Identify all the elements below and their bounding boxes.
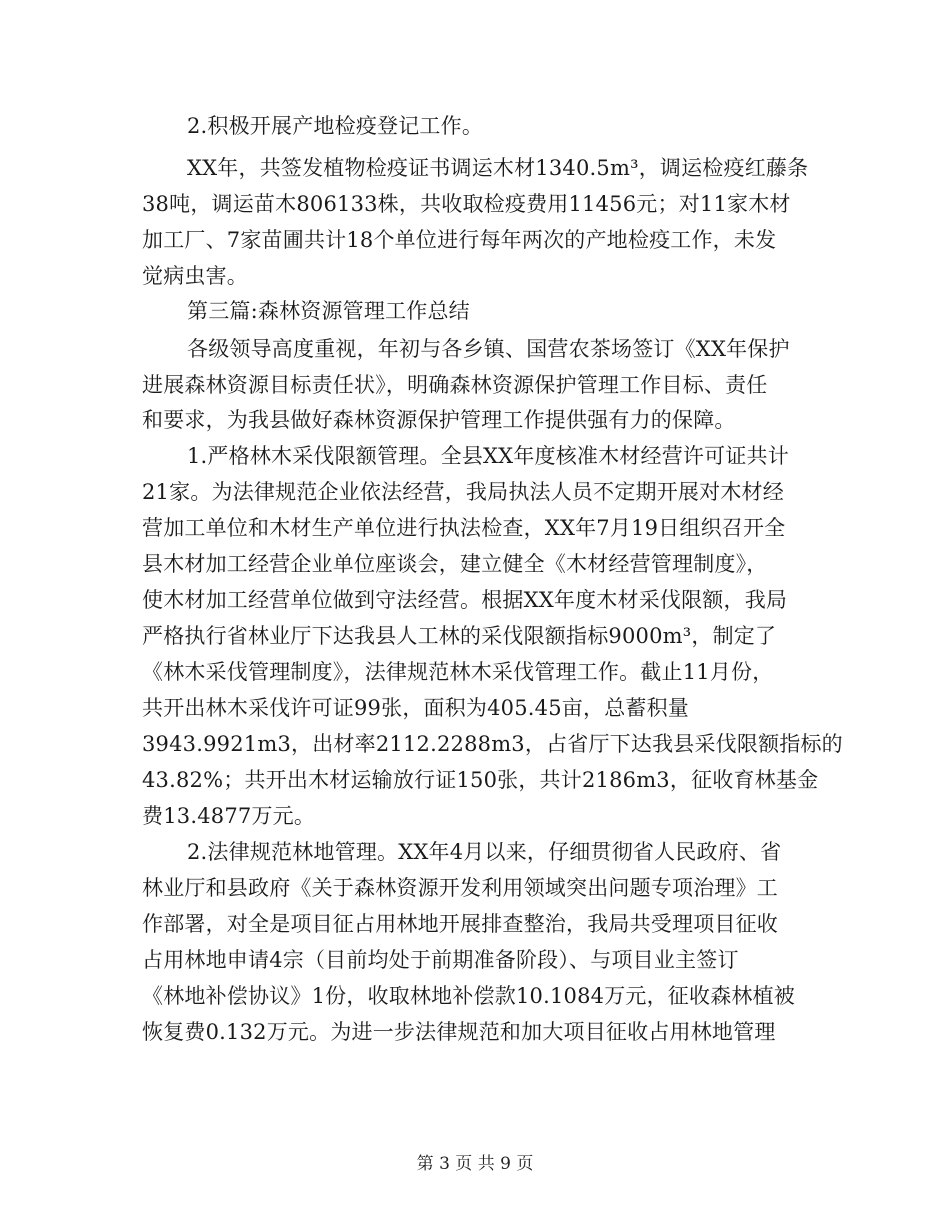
text-line: 进展森林资源目标责任状》，明确森林资源保护管理工作目标、责任 xyxy=(142,373,768,397)
text-line: 林业厅和县政府《关于森林资源开发利用领域突出问题专项治理》工 xyxy=(142,876,778,900)
text-line: 共开出林木采伐许可证99张，面积为405.45亩，总蓄积量 xyxy=(142,696,689,720)
page-number-footer: 第 3 页 共 9 页 xyxy=(416,1154,534,1174)
text-line: 作部署，对全是项目征占用林地开展排查整治，我局共受理项目征收 xyxy=(142,912,778,936)
text-line: 《林地补偿协议》1份，收取林地补偿款10.1084万元，征收森林植被 xyxy=(142,984,795,1008)
text-line: 21家。为法律规范企业依法经营，我局执法人员不定期开展对木材经 xyxy=(142,480,784,504)
text-line: 38吨，调运苗木806133株，共收取检疫费用11456元；对11家木材 xyxy=(142,192,791,216)
text-line: 营加工单位和木材生产单位进行执法检查，XX年7月19日组织召开全 xyxy=(142,516,786,540)
text-line: 各级领导高度重视，年初与各乡镇、国营农茶场签订《XX年保护 xyxy=(187,337,790,361)
text-line: 43.82%；共开出木材运输放行证150张，共计2186m3，征收育林基金 xyxy=(142,768,819,792)
text-line: 加工厂、7家苗圃共计18个单位进行每年两次的产地检疫工作，未发 xyxy=(142,228,777,252)
text-line: 费13.4877万元。 xyxy=(142,804,316,828)
text-line: 3943.9921m3，出材率2112.2288m3，占省厅下达我县采伐限额指标的 xyxy=(142,732,843,756)
paragraph-heading-harvest: 1.严格林木采伐限额管理。全县XX年度核准木材经营许可证共计 xyxy=(187,444,789,468)
paragraph-heading-forestland: 2.法律规范林地管理。XX年4月以来，仔细贯彻省人民政府、省 xyxy=(187,840,782,864)
section-title: 第三篇:森林资源管理工作总结 xyxy=(187,299,470,323)
text-line: 觉病虫害。 xyxy=(142,264,248,288)
text-line: 和要求，为我县做好森林资源保护管理工作提供强有力的保障。 xyxy=(142,408,736,432)
text-line: 《林木采伐管理制度》，法律规范林木采伐管理工作。截止11月份， xyxy=(142,660,774,684)
text-line: 恢复费0.132万元。为进一步法律规范和加大项目征收占用林地管理 xyxy=(142,1020,776,1044)
text-line: 使木材加工经营单位做到守法经营。根据XX年度木材采伐限额，我局 xyxy=(142,588,788,612)
text-line: 县木材加工经营企业单位座谈会，建立健全《木材经营管理制度》， xyxy=(142,552,768,576)
text-line: 占用林地申请4宗（目前均处于前期准备阶段）、与项目业主签订 xyxy=(142,948,739,972)
paragraph-heading-quarantine: 2.积极开展产地检疫登记工作。 xyxy=(187,114,484,138)
text-line: 严格执行省林业厅下达我县人工林的采伐限额指标9000m³，制定了 xyxy=(142,624,777,648)
text-line: XX年，共签发植物检疫证书调运木材1340.5m³，调运检疫红藤条 xyxy=(187,156,809,180)
